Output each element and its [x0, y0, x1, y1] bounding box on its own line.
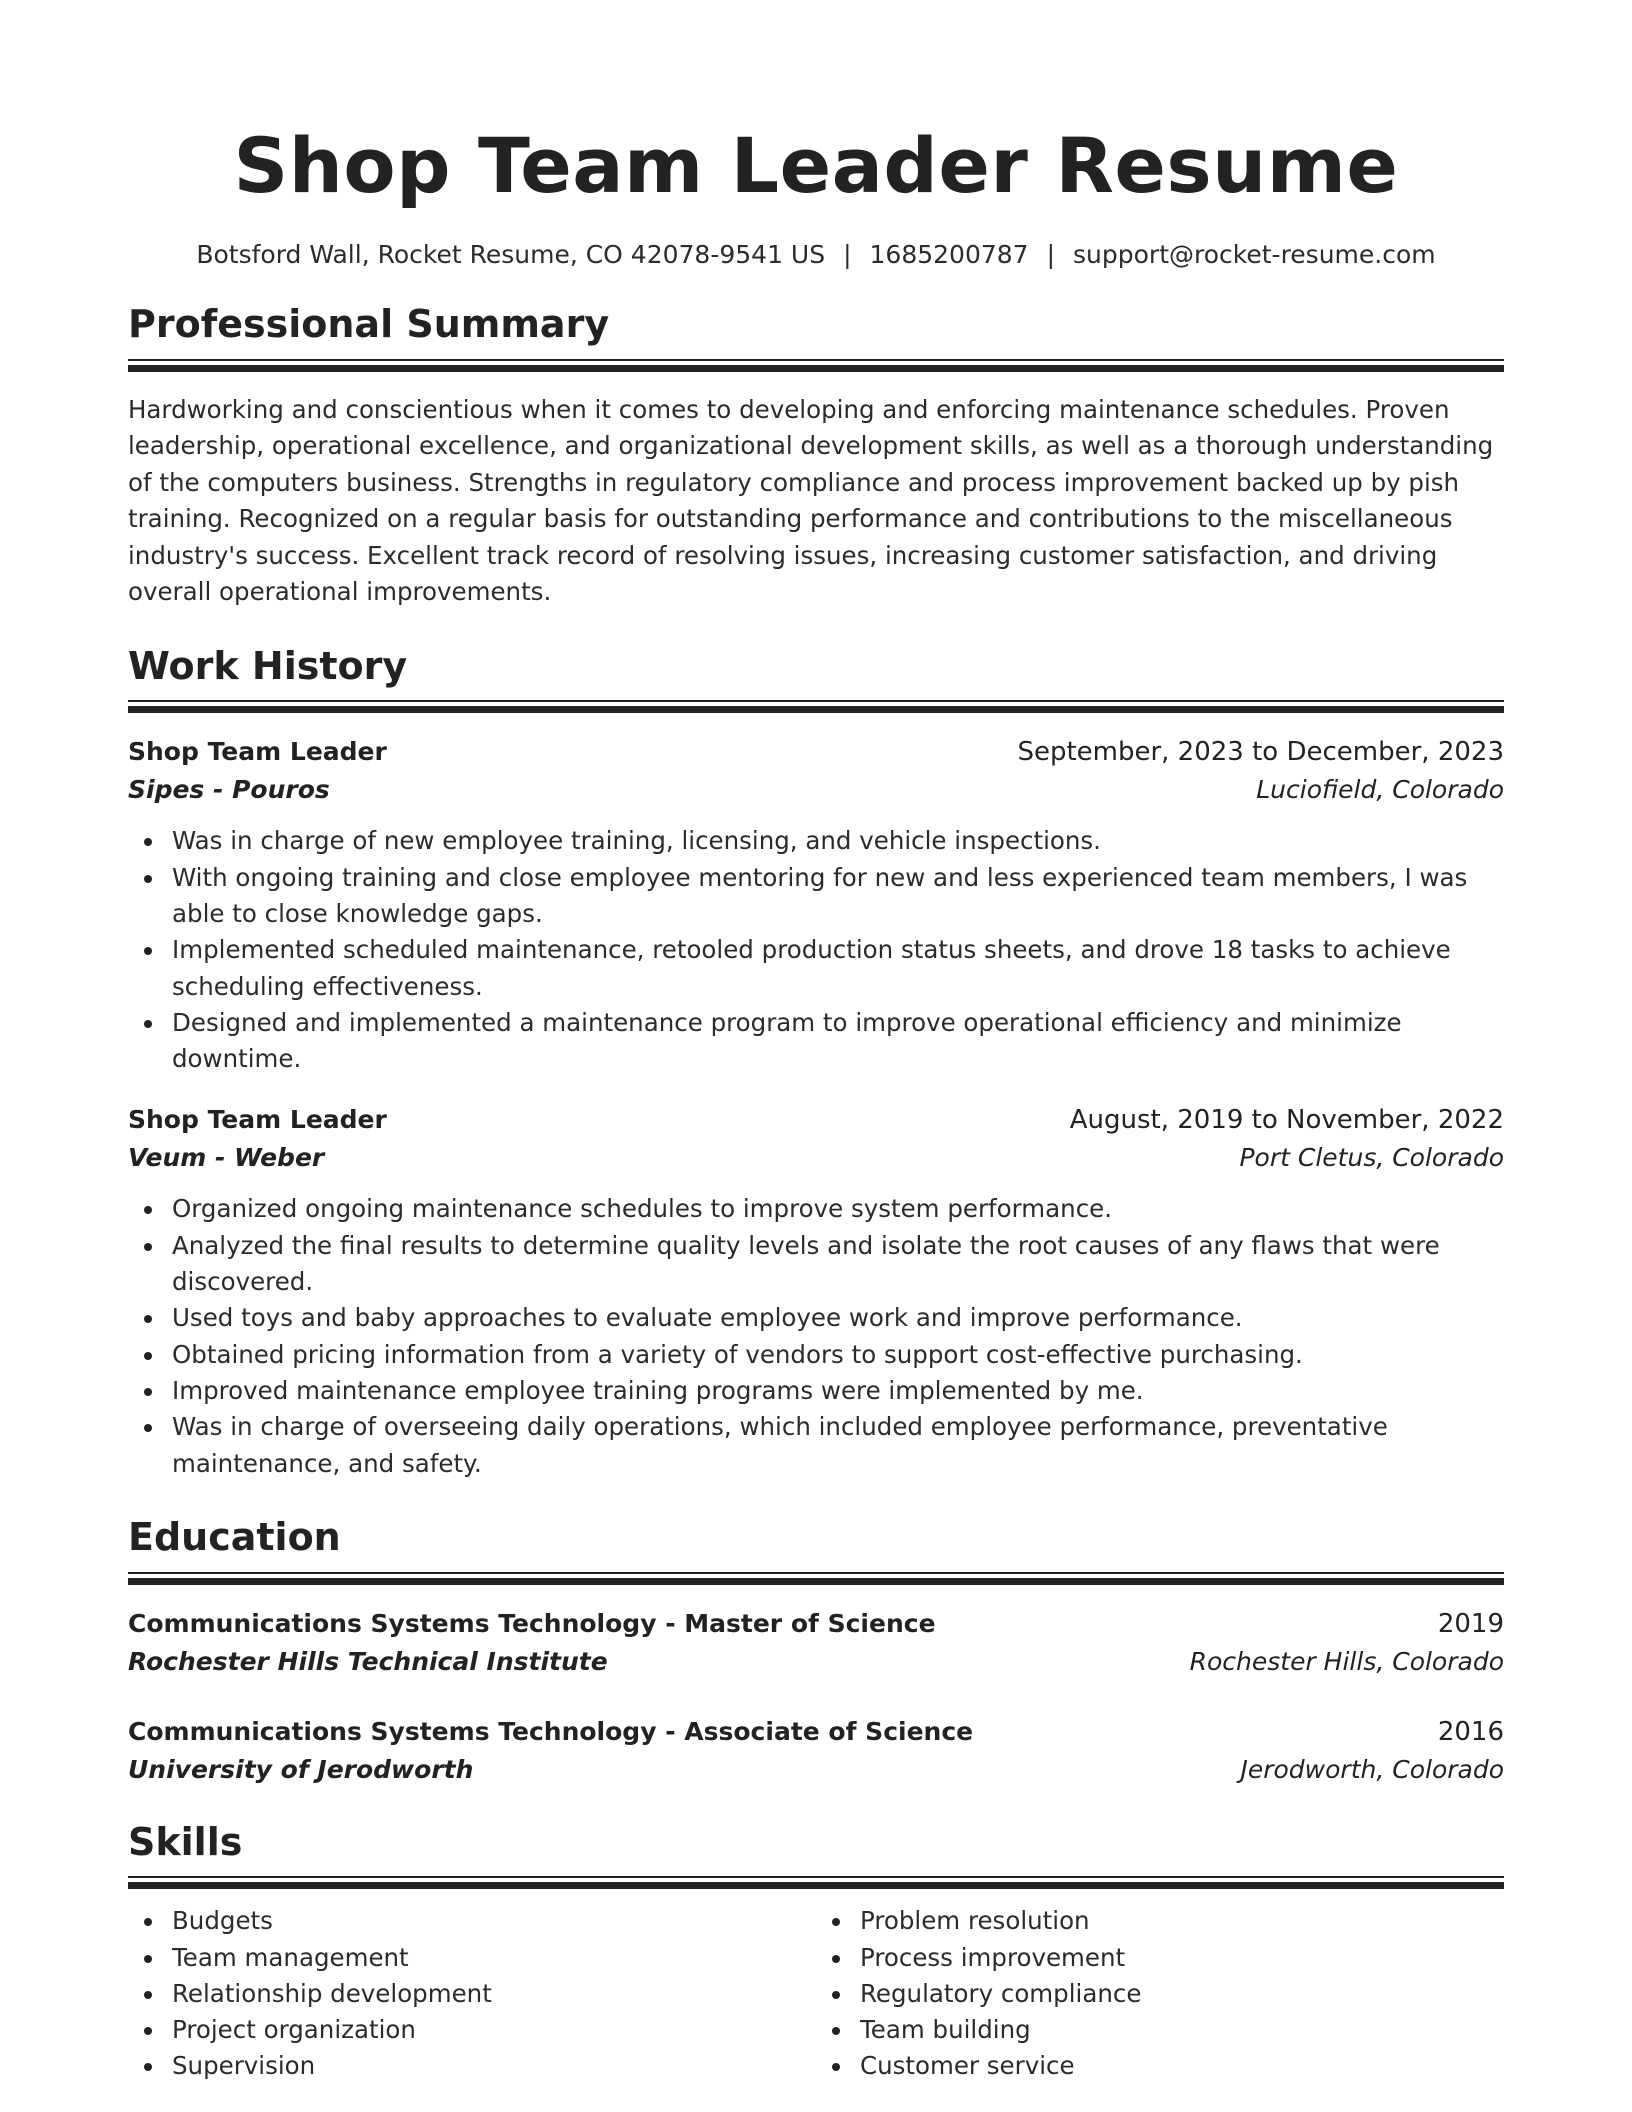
- job-title: Shop Team Leader: [128, 1105, 387, 1135]
- section-divider: [128, 1876, 1504, 1889]
- skill-item: Project organization: [172, 2012, 816, 2048]
- contact-separator: |: [1046, 240, 1056, 269]
- job-dates: September, 2023 to December, 2023: [1017, 737, 1504, 768]
- job-company-row: [128, 1139, 1504, 1177]
- education-year: 2019: [1437, 1608, 1504, 1639]
- education-entry: [128, 1605, 1504, 1681]
- skill-item: Supervision: [172, 2048, 816, 2084]
- resume-title: Shop Team Leader Resume: [233, 121, 1399, 210]
- skill-item: Relationship development: [172, 1976, 816, 2012]
- contact-line: [128, 240, 1504, 269]
- job-bullet: Analyzed the final results to determine quality levels and isolate the root causes of any flaws that were discovered.: [172, 1228, 1504, 1301]
- job-company: Veum - Weber: [128, 1143, 325, 1173]
- education-location: Rochester Hills, Colorado: [1189, 1646, 1504, 1676]
- skill-item: Problem resolution: [860, 1903, 1504, 1939]
- job-bullet: Obtained pricing information from a variety of vendors to support cost-effective purchasing.: [172, 1337, 1504, 1373]
- section-divider: [128, 1572, 1504, 1585]
- contact-separator: |: [843, 240, 852, 269]
- education-year: 2016: [1437, 1716, 1504, 1747]
- skills-section: [128, 1821, 1504, 2085]
- contact-phone: 1685200787: [869, 240, 1029, 269]
- education-header-row: [128, 1605, 1504, 1643]
- skills-list: [816, 1903, 1504, 2084]
- job-bullet: Implemented scheduled maintenance, retooled production status sheets, and drove 18 tasks to achieve scheduling effectiveness.: [172, 932, 1504, 1005]
- section-divider: [128, 700, 1504, 713]
- education-school-row: [128, 1751, 1504, 1789]
- skill-item: Regulatory compliance: [860, 1976, 1504, 2012]
- job-bullet-list: [128, 823, 1504, 1077]
- skill-item: Customer service: [860, 2048, 1504, 2084]
- resume-content: [128, 110, 1504, 2085]
- job-header-row: [128, 1101, 1504, 1139]
- section-heading-skills: Skills: [128, 1819, 243, 1864]
- contact-email[interactable]: support@rocket-resume.com: [1073, 240, 1436, 269]
- education-entry: [128, 1713, 1504, 1789]
- section-divider: [128, 359, 1504, 372]
- job-dates: August, 2019 to November, 2022: [1069, 1105, 1504, 1136]
- skill-item: Process improvement: [860, 1940, 1504, 1976]
- job-header-row: [128, 733, 1504, 771]
- section-heading-summary: Professional Summary: [128, 302, 610, 346]
- summary-text: Hardworking and conscientious when it comes to developing and enforcing maintenance schedules. Proven leadership, operational excellence, and organizational development skills, as well as a thorough understanding of the computers business. Strengths in regulatory compliance and process improvement backed up by pish training. Recognized on a regular basis for outstanding performance and contributions to the miscellaneous industry's success. Excellent track record of resolving issues, increasing customer satisfaction, and driving overall operational improvements.: [128, 394, 1494, 607]
- job-bullet: Organized ongoing maintenance schedules to improve system performance.: [172, 1191, 1504, 1227]
- work-history-section: [128, 645, 1504, 1482]
- job-bullet: Used toys and baby approaches to evaluate employee work and improve performance.: [172, 1300, 1504, 1336]
- skills-list: [128, 1903, 816, 2084]
- education-degree: Communications Systems Technology - Associate of Science: [128, 1716, 974, 1746]
- job-bullet: Designed and implemented a maintenance program to improve operational efficiency and minimize downtime.: [172, 1005, 1504, 1078]
- skills-columns: [128, 1903, 1504, 2084]
- skill-item: Team management: [172, 1940, 816, 1976]
- education-school-row: [128, 1643, 1504, 1681]
- education-degree: Communications Systems Technology - Master of Science: [128, 1608, 936, 1638]
- section-heading-education: Education: [128, 1514, 341, 1559]
- job-bullet: Improved maintenance employee training programs were implemented by me.: [172, 1373, 1504, 1409]
- job-company-row: [128, 771, 1504, 809]
- job-location: Port Cletus, Colorado: [1239, 1143, 1504, 1173]
- job-bullet: With ongoing training and close employee mentoring for new and less experienced team members, I was able to close knowledge gaps.: [172, 860, 1504, 933]
- education-section: [128, 1516, 1504, 1789]
- job-location: Luciofield, Colorado: [1256, 775, 1504, 805]
- job-bullet: Was in charge of overseeing daily operations, which included employee performance, preventative maintenance, and safety.: [172, 1409, 1504, 1482]
- job-title: Shop Team Leader: [128, 737, 387, 767]
- job-company: Sipes - Pouros: [128, 775, 330, 805]
- education-location: Jerodworth, Colorado: [1240, 1754, 1504, 1784]
- education-school: Rochester Hills Technical Institute: [128, 1646, 608, 1676]
- section-heading-work-history: Work History: [128, 643, 408, 688]
- skill-item: Team building: [860, 2012, 1504, 2048]
- education-school: University of Jerodworth: [128, 1754, 474, 1784]
- skill-item: Budgets: [172, 1903, 816, 1939]
- job-entry: [128, 1101, 1504, 1481]
- job-bullet-list: [128, 1191, 1504, 1481]
- summary-section: [128, 303, 1504, 611]
- education-header-row: [128, 1713, 1504, 1751]
- job-entry: [128, 733, 1504, 1077]
- job-bullet: Was in charge of new employee training, licensing, and vehicle inspections.: [172, 823, 1504, 859]
- skills-column-left: [128, 1903, 816, 2084]
- skills-column-right: [816, 1903, 1504, 2084]
- contact-address: Botsford Wall, Rocket Resume, CO 42078-9541 US: [196, 240, 826, 269]
